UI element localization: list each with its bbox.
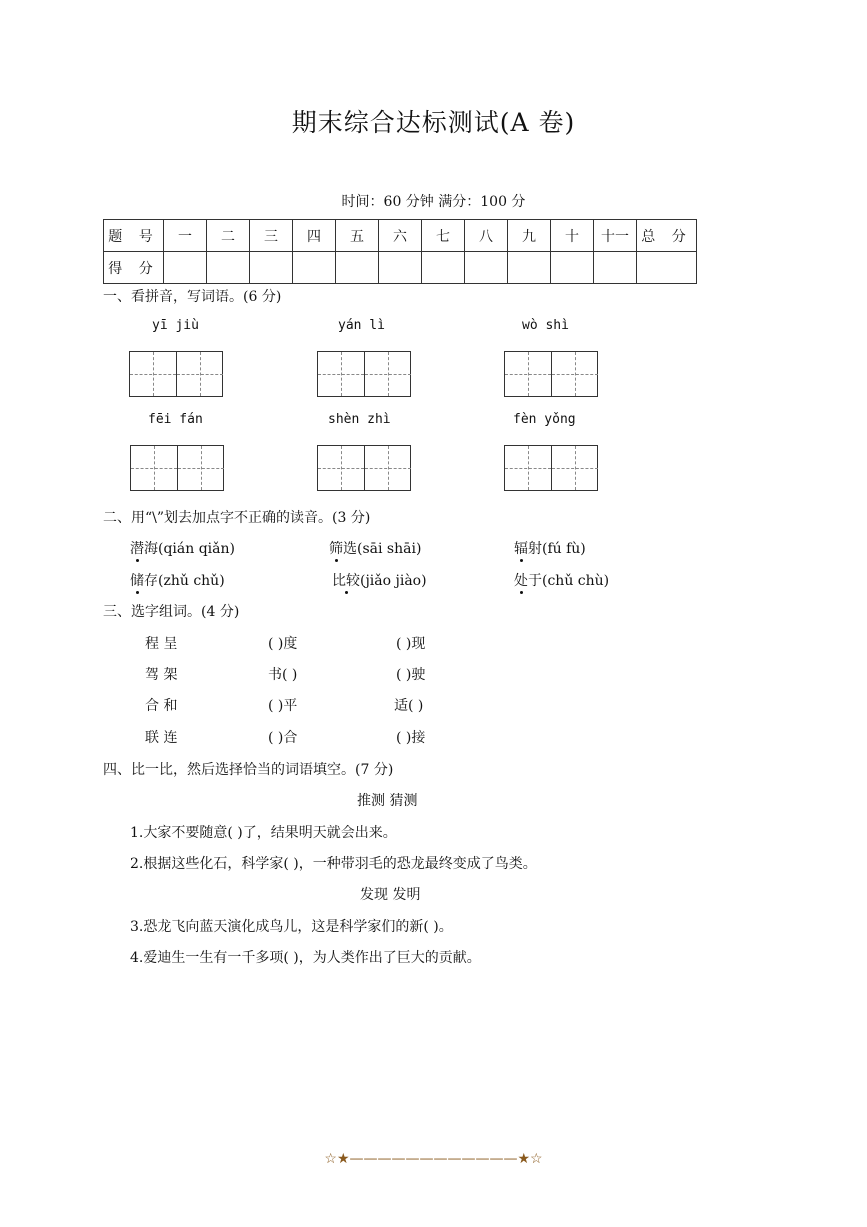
score-col-total: 总 分 [637,220,697,252]
fill-sentence[interactable]: 2.根据这些化石，科学家( )，一种带羽毛的恐龙最终变成了鸟类。 [130,856,537,872]
section-4-heading: 四、比一比，然后选择恰当的词语填空。(7 分) [103,762,394,778]
dotted-char: 潜 [130,541,144,557]
pronunciation-options: 存(zhǔ chǔ) [144,573,225,589]
score-table [103,219,697,284]
fill-sentence[interactable]: 3.恐龙飞向蓝天演化成鸟儿，这是科学家们的新( )。 [130,919,453,935]
word-blank[interactable]: 适( ) [394,698,424,714]
score-table-header-row [104,220,697,252]
writing-grid[interactable] [317,351,411,397]
score-cell[interactable] [594,252,637,284]
pinyin-label: wò shì [522,318,569,333]
footer-decoration: ☆★————————————★☆ [324,1151,543,1167]
score-cell[interactable] [637,252,697,284]
score-col-10: 十 [551,220,594,252]
score-col-8: 八 [465,220,508,252]
writing-grid[interactable] [504,445,598,491]
page-title: 期末综合达标测试(A 卷) [291,108,576,137]
word-blank[interactable]: ( )现 [396,636,426,652]
score-col-2: 二 [207,220,250,252]
dotted-char: 处 [514,573,528,589]
score-table-row2-head: 得 分 [104,252,164,284]
fill-sentence[interactable]: 1.大家不要随意( )了，结果明天就会出来。 [130,825,397,841]
section-1-heading: 一、看拼音，写词语。(6 分) [103,289,282,305]
pronunciation-options: 于(chǔ chù) [528,573,610,589]
pronunciation-item[interactable] [514,538,586,558]
pronunciation-item[interactable] [329,538,421,558]
score-col-3: 三 [250,220,293,252]
score-col-1: 一 [164,220,207,252]
char-pair: 驾 架 [145,667,178,683]
pronunciation-item[interactable] [130,570,225,590]
score-cell[interactable] [207,252,250,284]
char-pair: 联 连 [145,730,178,746]
word-blank[interactable]: ( )度 [268,636,298,652]
section-3-heading: 三、选字组词。(4 分) [103,604,240,620]
word-blank[interactable]: ( )合 [268,730,298,746]
pronunciation-options: 射(fú fù) [528,541,586,557]
pronunciation-options: 选(sāi shāi) [343,541,422,557]
score-col-9: 九 [508,220,551,252]
score-cell[interactable] [465,252,508,284]
score-cell[interactable] [250,252,293,284]
section-2-heading: 二、用“\”划去加点字不正确的读音。(3 分) [103,510,371,526]
dotted-char: 筛 [329,541,343,557]
score-cell[interactable] [508,252,551,284]
pronunciation-item[interactable] [130,538,235,558]
pinyin-label: yī jiù [152,318,199,333]
score-col-4: 四 [293,220,336,252]
char-pair: 合 和 [145,698,178,714]
pronunciation-options: (jiǎo jiào) [360,573,427,589]
pinyin-label: shèn zhì [328,412,391,427]
pinyin-label: fèn yǒng [513,412,576,427]
exam-info: 时间：60 分钟 满分：100 分 [341,194,526,210]
writing-grid[interactable] [130,445,224,491]
dotted-char: 储 [130,573,144,589]
fill-sentence[interactable]: 4.爱迪生一生有一千多项( )，为人类作出了巨大的贡献。 [130,950,481,966]
score-cell[interactable] [336,252,379,284]
score-col-6: 六 [379,220,422,252]
word-blank[interactable]: ( )接 [396,730,426,746]
score-col-5: 五 [336,220,379,252]
word-choices: 发现 发明 [360,887,421,903]
pinyin-label: yán lì [338,318,385,333]
dotted-char: 辐 [514,541,528,557]
writing-grid[interactable] [504,351,598,397]
word-blank[interactable]: 书( ) [268,667,298,683]
word-choices: 推测 猜测 [357,793,418,809]
score-table-score-row [104,252,697,284]
score-cell[interactable] [551,252,594,284]
dotted-char: 比较 [332,573,360,589]
word-blank[interactable]: ( )平 [268,698,298,714]
pronunciation-item[interactable] [332,570,427,590]
score-col-11: 十一 [594,220,637,252]
score-cell[interactable] [379,252,422,284]
writing-grid[interactable] [317,445,411,491]
pronunciation-options: 海(qián qiǎn) [144,541,235,557]
char-pair: 程 呈 [145,636,178,652]
writing-grid[interactable] [129,351,223,397]
word-blank[interactable]: ( )驶 [396,667,426,683]
pronunciation-item[interactable] [514,570,609,590]
score-cell[interactable] [164,252,207,284]
score-col-7: 七 [422,220,465,252]
pinyin-label: fēi fán [148,412,203,427]
score-cell[interactable] [293,252,336,284]
score-cell[interactable] [422,252,465,284]
score-table-row1-head: 题 号 [104,220,164,252]
